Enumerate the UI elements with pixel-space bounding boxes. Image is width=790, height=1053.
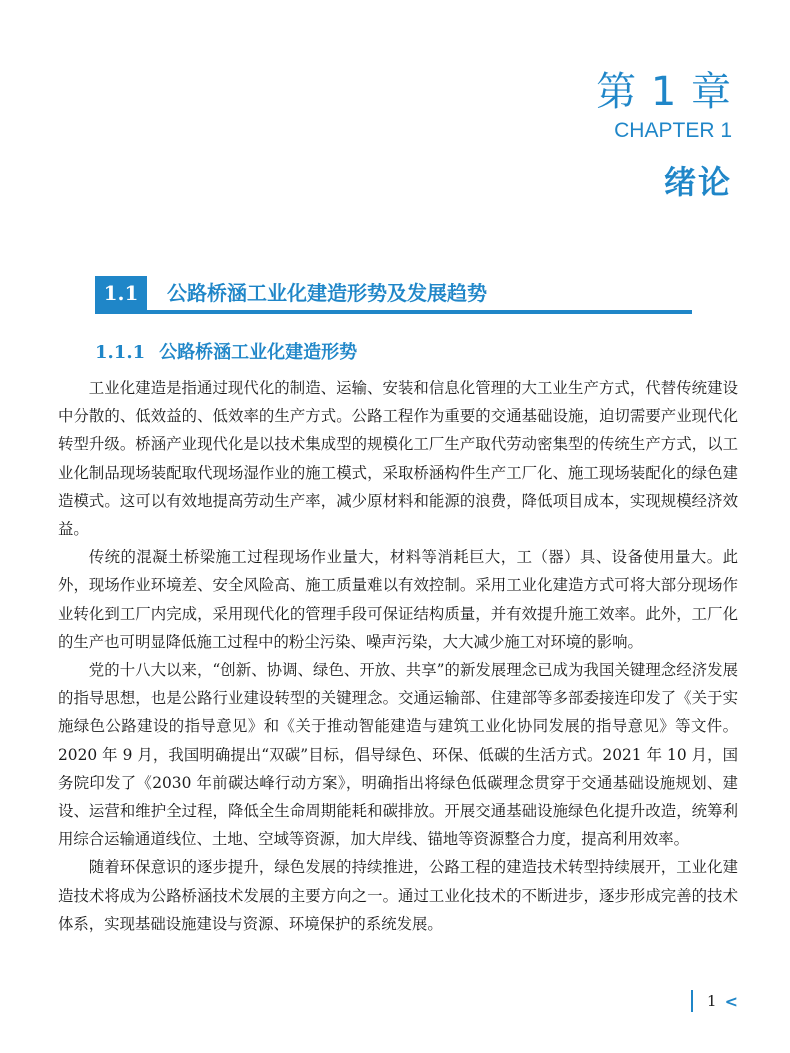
footer-divider <box>691 990 693 1012</box>
chapter-title: 绪论 <box>663 163 732 201</box>
chevron-left-icon: < <box>724 991 738 1011</box>
chapter-english-label: CHAPTER 1 <box>614 119 732 142</box>
page-footer <box>691 988 738 1014</box>
subsection-title: 公路桥涵工业化建造形势 <box>159 342 358 363</box>
paragraph: 传统的混凝土桥梁施工过程现场作业量大，材料等消耗巨大，工（器）具、设备使用量大。此外，现场作业环境差、安全风险高、施工质量难以有效控制。采用工业化建造方式可将大部分现场作业转化到工厂内完成，采用现代化的管理手段可保证结构质量，并有效提升施工效率。此外，工厂化的生产也可明显降低施工过程中的粉尘污染、噪声污染，大大减少施工对环境的影响。 <box>58 548 738 651</box>
page-number: 1 <box>707 992 717 1010</box>
section-underline <box>95 310 692 314</box>
subsection-heading <box>95 340 357 366</box>
section-heading <box>95 270 692 314</box>
section-title: 公路桥涵工业化建造形势及发展趋势 <box>167 281 487 305</box>
paragraph: 党的十八大以来，“创新、协调、绿色、开放、共享”的新发展理念已成为我国关键理念经济发展的指导思想，也是公路行业建设转型的关键理念。交通运输部、住建部等多部委接连印发了《关于实施绿色公路建设的指导意见》和《关于推动智能建造与建筑工业化协同发展的指导意见》等文件。2020 年 9 月，我国明确提出“双碳”目标，倡导绿色、环保、低碳的生活方式。2021 年 10 月，国务院印发了《2030 年前碳达峰行动方案》，明确指出将绿色低碳理念贯穿于交通基础设施规划、建设、运营和维护全过程，降低全生命周期能耗和碳排放。开展交通基础设施绿色化提升改造，统筹利用综合运输通道线位、土地、空域等资源，加大岸线、锚地等资源整合力度，提高利用效率。 <box>58 661 738 849</box>
paragraph: 随着环保意识的逐步提升，绿色发展的持续推进，公路工程的建造技术转型持续展开，工业化建造技术将成为公路桥涵技术发展的主要方向之一。通过工业化技术的不断进步，逐步形成完善的技术体系，实现基础设施建设与资源、环境保护的系统发展。 <box>58 858 738 933</box>
chapter-number: 第 1 章 <box>596 69 732 115</box>
paragraph: 工业化建造是指通过现代化的制造、运输、安装和信息化管理的大工业生产方式，代替传统建设中分散的、低效益的、低效率的生产方式。公路工程作为重要的交通基础设施，迫切需要产业现代化转型升级。桥涵产业现代化是以技术集成型的规模化工厂生产取代劳动密集型的传统生产方式，以工业化制品现场装配取代现场湿作业的施工模式，采取桥涵构件生产工厂化、施工现场装配化的绿色建造模式。这可以有效地提高劳动生产率，减少原材料和能源的浪费，降低项目成本，实现规模经济效益。 <box>58 379 738 539</box>
section-number: 1.1 <box>95 276 147 310</box>
subsection-number: 1.1.1 <box>95 342 146 363</box>
chapter-heading <box>596 68 732 202</box>
body-text <box>58 374 738 938</box>
